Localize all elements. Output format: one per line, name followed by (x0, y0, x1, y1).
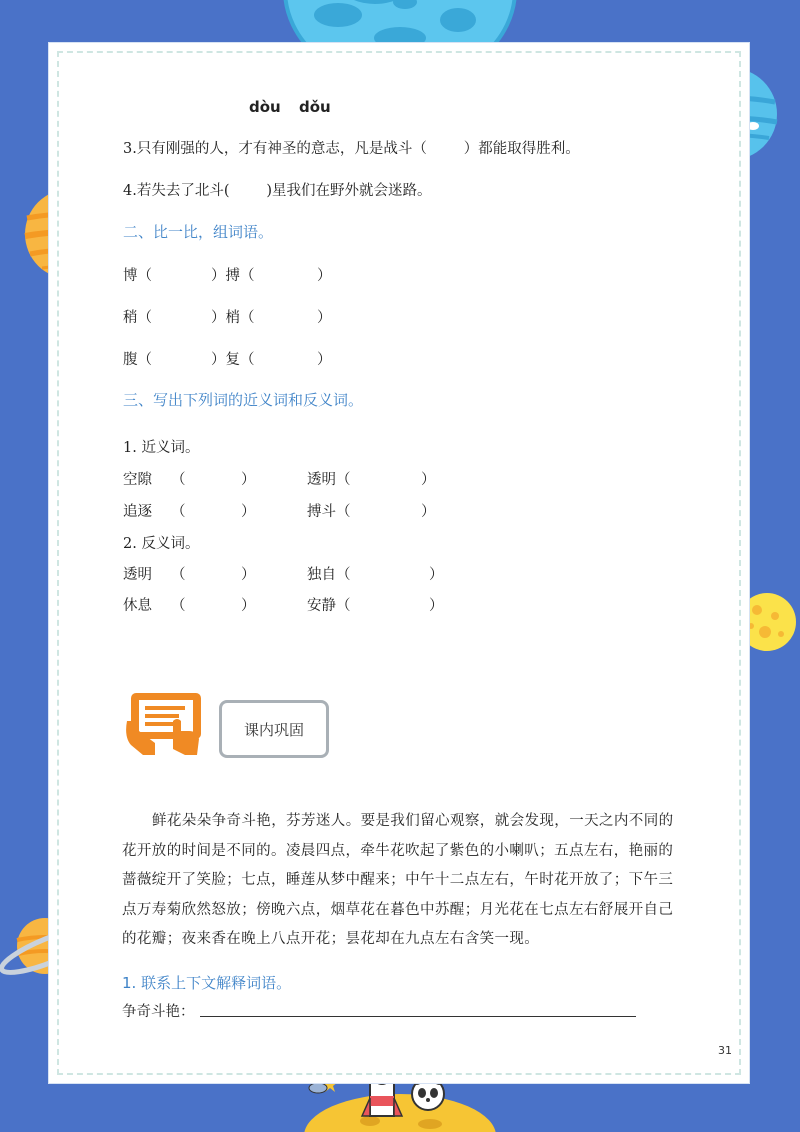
pinyin-2: dǒu (299, 98, 331, 116)
antonyms-label: 2. 反义词。 (123, 536, 200, 552)
syn-open-3: （ (171, 504, 186, 520)
compare-row-3-b: ）复（ (211, 352, 255, 368)
reading-passage-text: 鲜花朵朵争奇斗艳，芬芳迷人。要是我们留心观察，就会发现，一天之内不同的花开放的时间是不同的。凌晨四点，牵牛花吹起了紫色的小喇叭；五点左右，艳丽的蔷薇绽开了笑脸；七点，睡莲从梦中醒来；中午十二点左右，午时花开放了；下午三点万寿菊欣然怒放；傍晚六点，烟草花在暮色中苏醒；月光花在七点左右舒展开自己的花瓣；夜来香在晚上八点开花；昙花却在九点左右含笑一现。 (122, 813, 674, 947)
compare-row-1-b: ）搏（ (211, 268, 255, 284)
q1-prompt: 争奇斗艳： (122, 1004, 195, 1020)
compare-row-2-a: 稍（ (123, 310, 152, 326)
ant-close-1: ） (241, 567, 256, 583)
ant-word-1: 透明 (123, 567, 152, 583)
compare-row-2-b: ）梢（ (211, 310, 255, 326)
ant-word-4: 安静（ (307, 598, 351, 614)
compare-row-3-c: ） (317, 352, 332, 368)
compare-row-1-c: ） (317, 268, 332, 284)
syn-word-4: 搏斗（ (307, 504, 351, 520)
pinyin-1: dòu (249, 98, 281, 116)
syn-close-3: ） (241, 504, 256, 520)
syn-word-3: 追逐 (123, 504, 152, 520)
question-4: 4.若失去了北斗( )星我们在野外就会迷路。 (123, 183, 432, 199)
syn-word-2: 透明（ (307, 472, 351, 488)
syn-word-1: 空隙 (123, 472, 152, 488)
ant-close-4: ） (429, 598, 444, 614)
section-3-title: 三、写出下列词的近义词和反义词。 (123, 391, 364, 409)
section-badge: 课内巩固 (219, 700, 329, 758)
reading-passage (122, 807, 688, 955)
ant-word-2: 独自（ (307, 567, 351, 583)
syn-close-4: ） (421, 504, 436, 520)
compare-row-3-a: 腹（ (123, 352, 152, 368)
ant-close-2: ） (429, 567, 444, 583)
syn-close-2: ） (421, 472, 436, 488)
q1-answer-line[interactable] (200, 1016, 636, 1017)
compare-row-2-c: ） (317, 310, 332, 326)
tablet-hands-icon (125, 691, 205, 757)
question-3: 3.只有刚强的人，才有神圣的意志，凡是战斗（ ）都能取得胜利。 (123, 141, 580, 157)
section-2-title: 二、比一比，组词语。 (123, 223, 274, 241)
ant-open-1: （ (171, 567, 186, 583)
ant-close-3: ） (241, 598, 256, 614)
ant-word-3: 休息 (123, 598, 152, 614)
q1-title: 1. 联系上下文解释词语。 (122, 974, 292, 992)
syn-open-1: （ (171, 472, 186, 488)
compare-row-1-a: 博（ (123, 268, 152, 284)
syn-close-1: ） (241, 472, 256, 488)
ant-open-3: （ (171, 598, 186, 614)
synonyms-label: 1. 近义词。 (123, 440, 200, 456)
page-number: 31 (718, 1044, 732, 1057)
